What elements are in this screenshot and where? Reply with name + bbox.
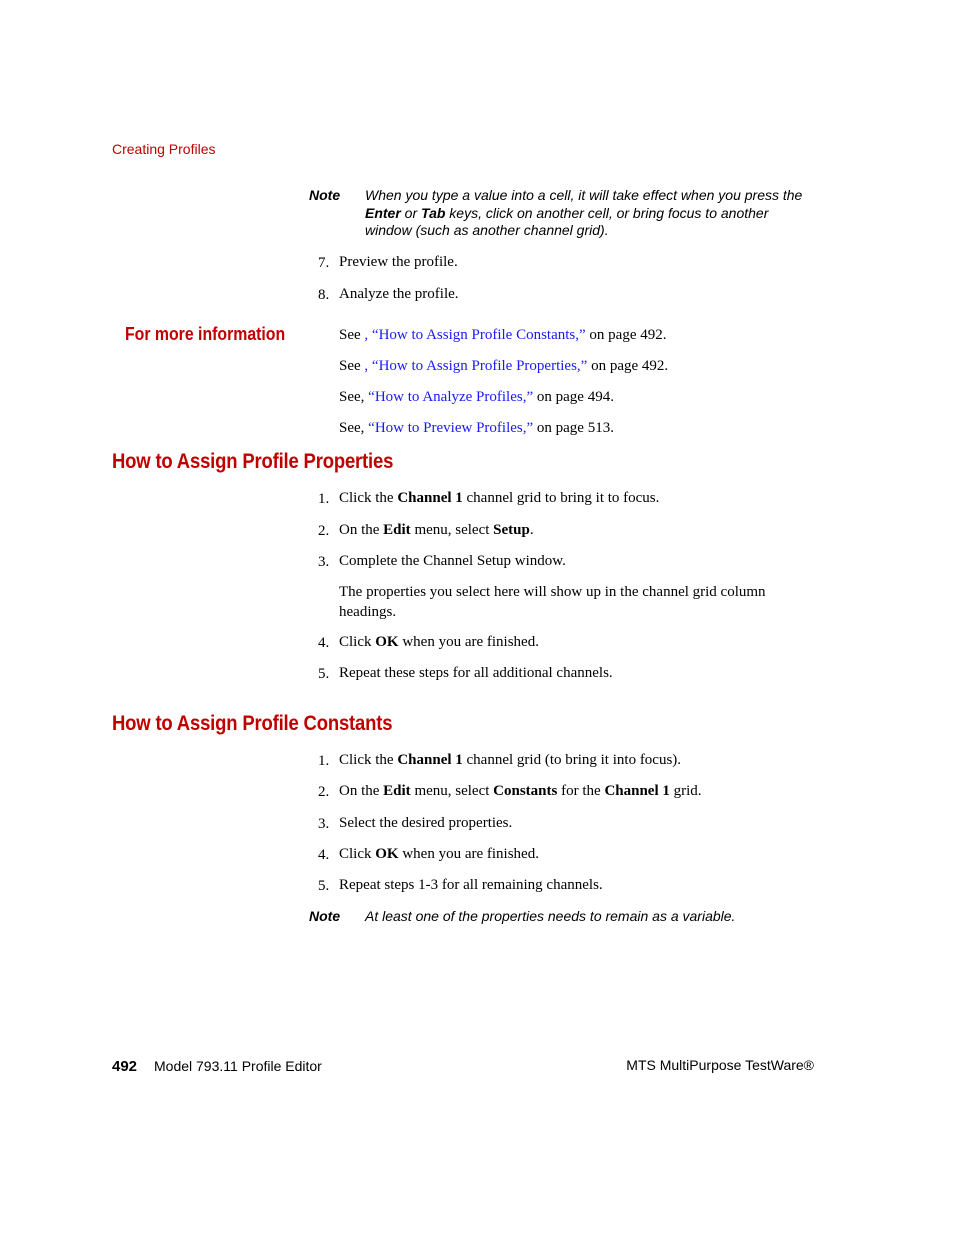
ui-term: OK <box>375 634 399 650</box>
note-text: At least one of the properties needs to remain as a variable. <box>365 908 736 924</box>
see-also-line <box>339 358 668 375</box>
footer-product-title: MTS MultiPurpose TestWare® <box>626 1057 814 1073</box>
see-suffix: on page 494. <box>533 389 614 405</box>
step-text <box>339 521 809 541</box>
see-also-line <box>339 327 667 344</box>
ui-term: Constants <box>493 783 558 799</box>
step-text: Preview the profile. <box>339 254 458 270</box>
note-text-part: When you type a value into a cell, it will take effect when you press the <box>365 187 803 203</box>
step-text <box>339 751 809 771</box>
key-tab: Tab <box>421 204 446 221</box>
step-number: 1. <box>318 753 330 769</box>
see-prefix: See, <box>339 420 369 436</box>
cross-reference-link[interactable]: , “How to Assign Profile Constants,” <box>364 327 586 343</box>
see-also-line <box>339 389 614 406</box>
step-text-part: menu, select <box>410 522 494 538</box>
see-also-line <box>339 420 614 437</box>
note-text-part: or <box>400 204 422 221</box>
step-number: 1. <box>318 491 330 507</box>
key-enter: Enter <box>365 204 401 221</box>
more-info-heading: For more information <box>125 324 286 344</box>
step-text: Repeat steps 1-3 for all remaining channels. <box>339 877 603 893</box>
cross-reference-link[interactable]: “How to Preview Profiles,” <box>368 420 534 436</box>
ui-term: OK <box>375 846 399 862</box>
step-number: 5. <box>318 878 330 894</box>
see-prefix: See <box>339 358 365 374</box>
step-text-part: Click the <box>339 752 398 768</box>
step-text <box>339 633 809 653</box>
running-head: Creating Profiles <box>112 141 216 157</box>
note-label: Note <box>309 908 341 924</box>
step-text-part: when you are finished. <box>398 634 539 650</box>
step-text: Repeat these steps for all additional channels. <box>339 665 613 681</box>
ui-term: Edit <box>383 783 411 799</box>
step-text-part: for the <box>557 783 605 799</box>
step-text <box>339 489 809 509</box>
step-number: 3. <box>318 816 330 832</box>
see-prefix: See, <box>339 389 369 405</box>
ui-term: Channel 1 <box>397 752 463 768</box>
section-heading: How to Assign Profile Properties <box>112 450 394 473</box>
step-number: 8. <box>318 287 330 303</box>
page-number: 492 <box>112 1058 138 1075</box>
step-text-part: menu, select <box>410 783 494 799</box>
step-text-part: Click <box>339 634 376 650</box>
step-number: 7. <box>318 255 330 271</box>
step-text-part: On the <box>339 522 384 538</box>
note-label: Note <box>309 187 341 203</box>
step-text: Select the desired properties. <box>339 815 513 831</box>
section-heading: How to Assign Profile Constants <box>112 712 393 735</box>
step-text: Analyze the profile. <box>339 286 459 302</box>
step-text-part: . <box>529 522 534 538</box>
step-number: 5. <box>318 666 330 682</box>
step-number: 2. <box>318 523 330 539</box>
step-text-part: grid. <box>669 783 702 799</box>
step-text-part: when you are finished. <box>398 846 539 862</box>
ui-term: Setup <box>493 522 530 538</box>
step-number: 2. <box>318 784 330 800</box>
see-suffix: on page 492. <box>585 327 667 343</box>
step-text: Complete the Channel Setup window. <box>339 553 566 569</box>
ui-term: Channel 1 <box>604 783 670 799</box>
cross-reference-link[interactable]: “How to Analyze Profiles,” <box>368 389 534 405</box>
step-number: 3. <box>318 554 330 570</box>
note-text-part: keys, click on another cell, or bring focus to another window (such as another channel grid). <box>365 204 769 238</box>
note-text <box>365 187 815 240</box>
see-suffix: on page 492. <box>587 358 669 374</box>
step-text-part: Click the <box>339 490 398 506</box>
ui-term: Edit <box>383 522 411 538</box>
ui-term: Channel 1 <box>397 490 463 506</box>
cross-reference-link[interactable]: , “How to Assign Profile Properties,” <box>364 358 588 374</box>
step-text-part: On the <box>339 783 384 799</box>
step-text <box>339 845 809 865</box>
see-prefix: See <box>339 327 365 343</box>
step-text-part: Click <box>339 846 376 862</box>
footer-book-title: Model 793.11 Profile Editor <box>154 1058 322 1074</box>
step-paragraph: The properties you select here will show up in the channel grid column headings. <box>339 584 766 620</box>
see-suffix: on page 513. <box>533 420 614 436</box>
step-number: 4. <box>318 635 330 651</box>
step-number: 4. <box>318 847 330 863</box>
step-text-part: channel grid to bring it to focus. <box>462 490 660 506</box>
step-text <box>339 782 809 802</box>
step-text-part: channel grid (to bring it into focus). <box>462 752 682 768</box>
